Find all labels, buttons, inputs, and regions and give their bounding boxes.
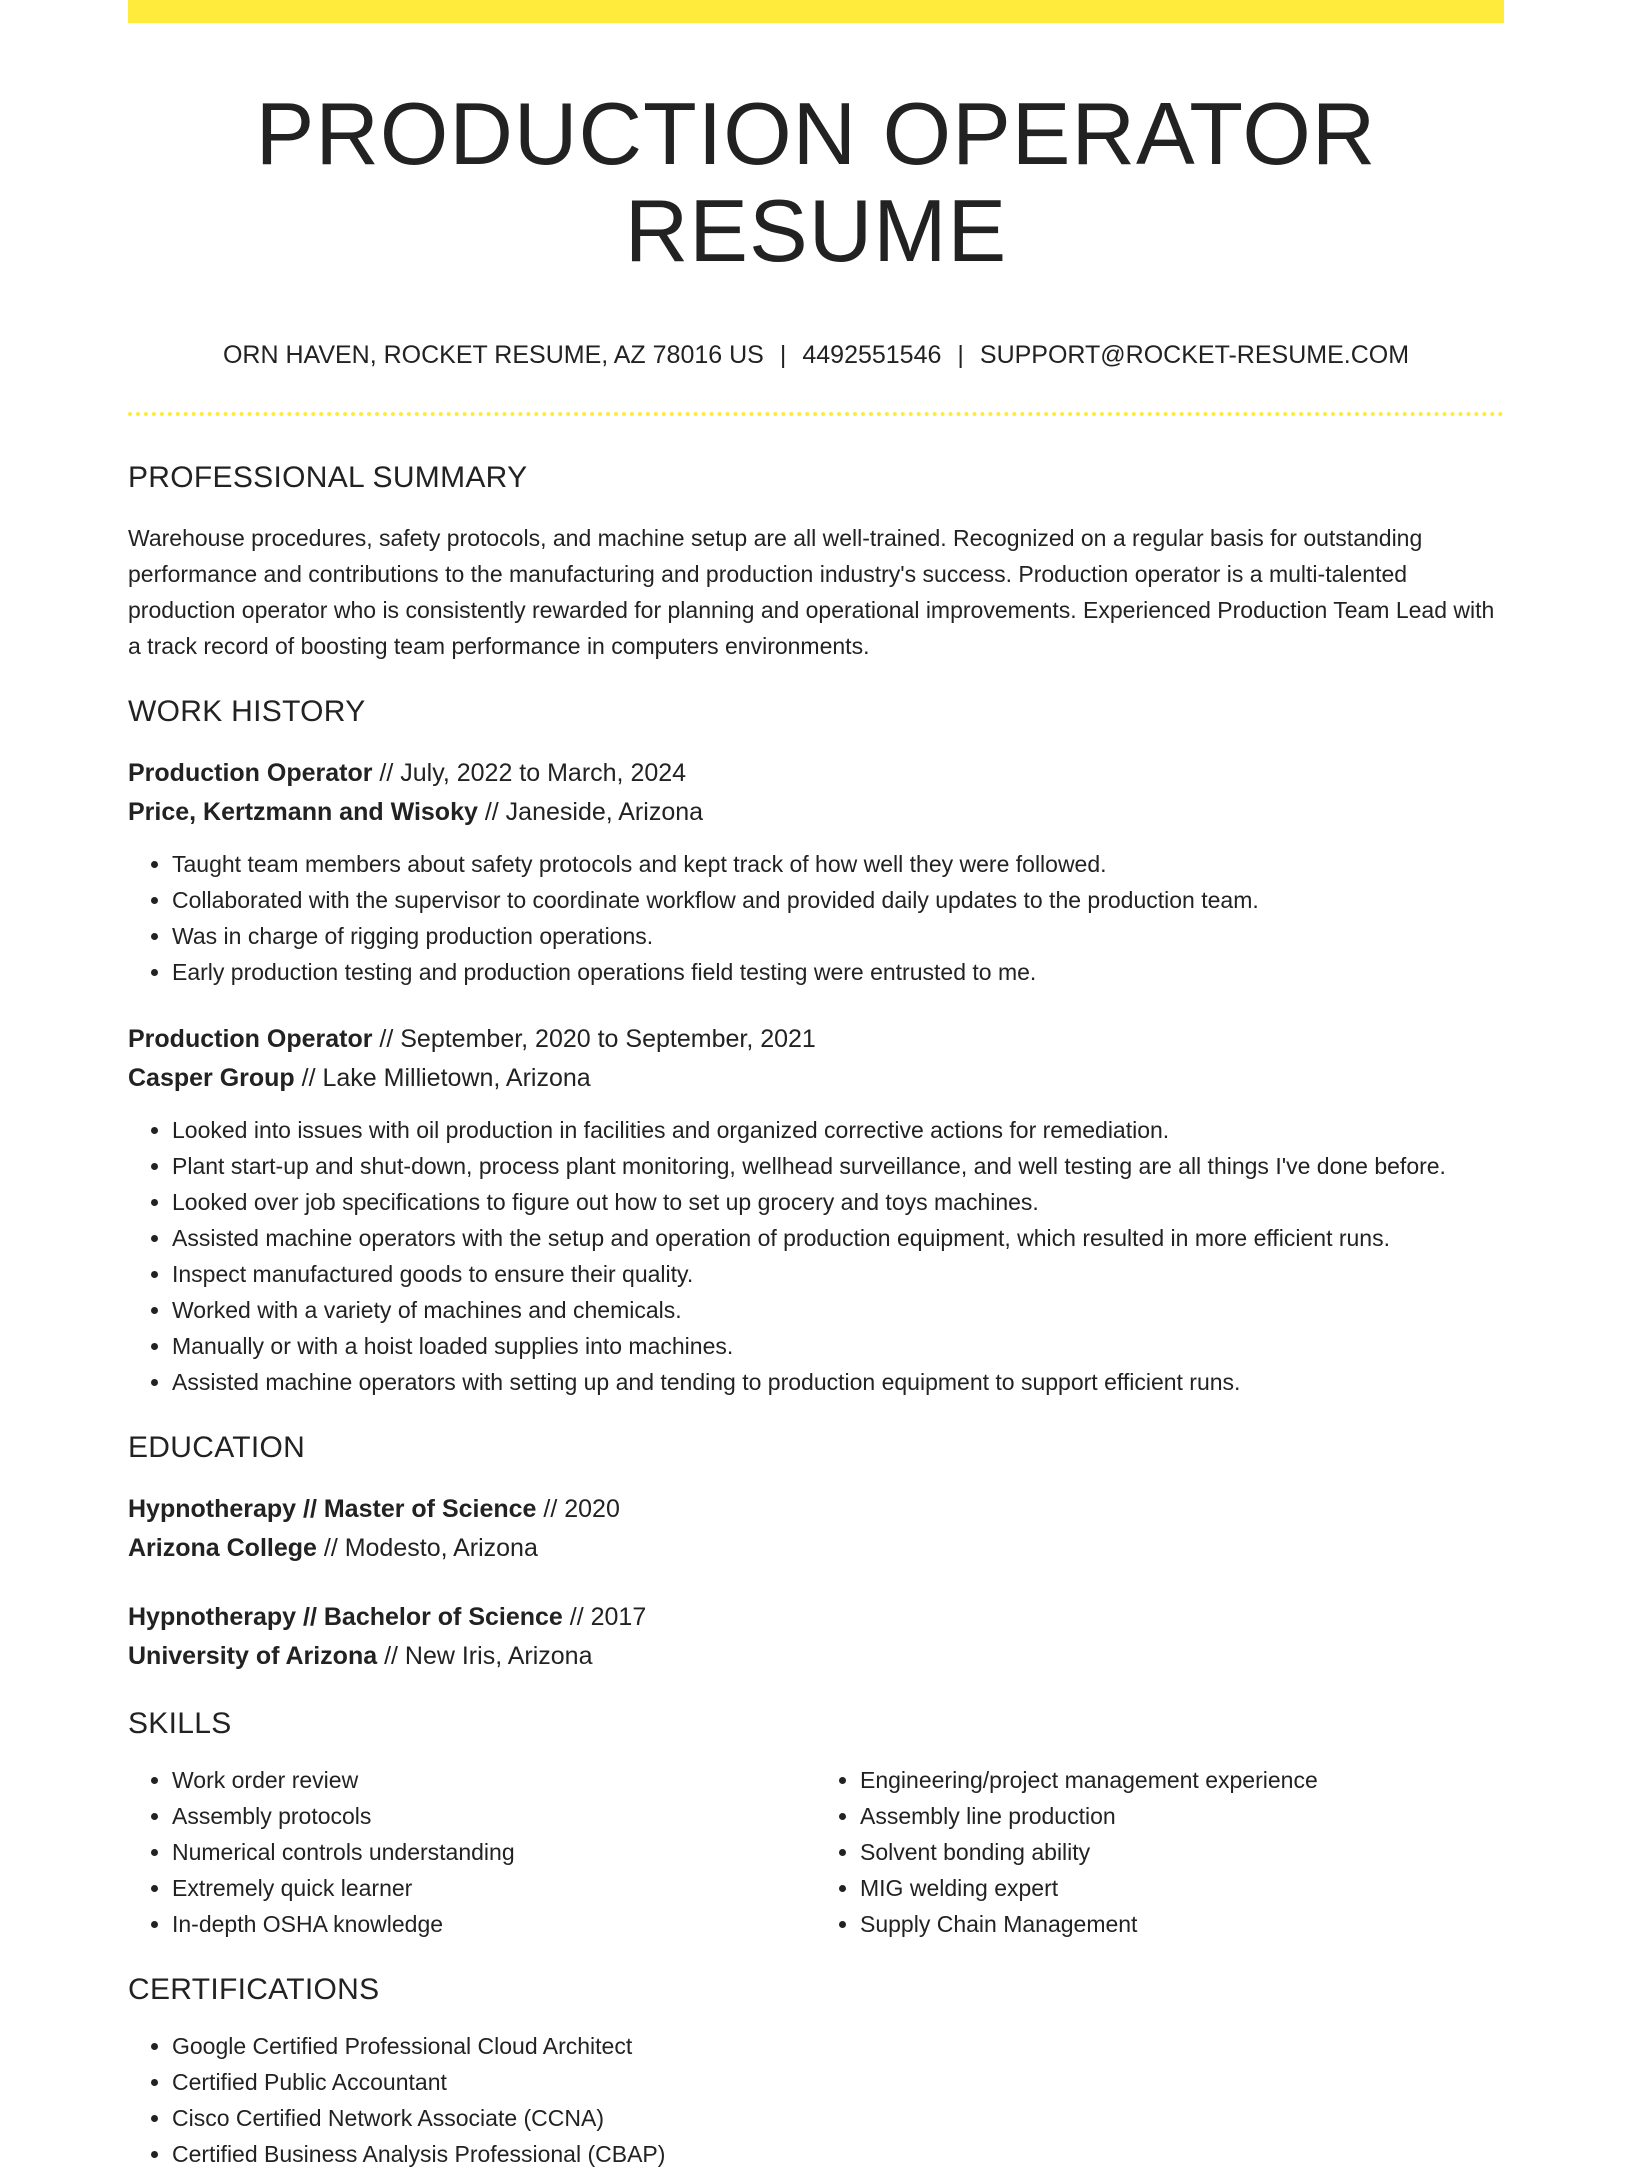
job-bullet: • Inspect manufactured goods to ensure their quality. (172, 1256, 1504, 1292)
job-company: Casper Group (128, 1063, 295, 1092)
skill-item: • Engineering/project management experience (860, 1762, 1504, 1798)
school: University of Arizona (128, 1641, 378, 1670)
job-location: // Janeside, Arizona (477, 797, 704, 826)
job-entry (128, 754, 1504, 990)
job-dates: // September, 2020 to September, 2021 (372, 1024, 816, 1053)
job-bullet: • Looked over job specifications to figure out how to set up grocery and toys machines. (172, 1184, 1504, 1220)
resume-page (128, 0, 1504, 2172)
work-history-heading: WORK HISTORY (128, 694, 366, 728)
skill-item: • In-depth OSHA knowledge (172, 1906, 816, 1942)
skills-section (128, 1706, 1504, 1942)
top-accent-bar (128, 0, 1504, 23)
job-bullet-list (128, 846, 1504, 990)
contact-line (128, 340, 1504, 370)
job-title-line (128, 1020, 1504, 1059)
degree-line (128, 1490, 1504, 1529)
skills-grid (128, 1762, 1504, 1942)
summary-section (128, 460, 1504, 664)
school-line (128, 1637, 1504, 1676)
job-company-line (128, 793, 1504, 832)
job-company-line (128, 1059, 1504, 1098)
skill-item: • Extremely quick learner (172, 1870, 816, 1906)
skill-item: • Supply Chain Management (860, 1906, 1504, 1942)
dotted-divider (128, 412, 1504, 416)
education-entry (128, 1490, 1504, 1568)
job-location: // Lake Millietown, Arizona (294, 1063, 591, 1092)
job-title-line (128, 754, 1504, 793)
job-bullet: • Taught team members about safety protocols and kept track of how well they were followed. (172, 846, 1504, 882)
certification-item: • Cisco Certified Network Associate (CCNA) (172, 2100, 1504, 2136)
contact-separator: | (779, 340, 787, 369)
education-entry (128, 1598, 1504, 1676)
skill-item: • MIG welding expert (860, 1870, 1504, 1906)
resume-title: PRODUCTION OPERATOR RESUME (255, 84, 1377, 280)
certifications-list (128, 2028, 1504, 2172)
certification-item: • Certified Business Analysis Professional (CBAP) (172, 2136, 1504, 2172)
degree-line (128, 1598, 1504, 1637)
job-bullet: • Looked into issues with oil production in facilities and organized corrective actions for remediation. (172, 1112, 1504, 1148)
skill-item: • Assembly line production (860, 1798, 1504, 1834)
job-dates: // July, 2022 to March, 2024 (372, 758, 687, 787)
degree: Hypnotherapy // Bachelor of Science (128, 1602, 563, 1631)
job-bullet: • Assisted machine operators with the setup and operation of production equipment, which resulted in more efficient runs. (172, 1220, 1504, 1256)
skill-item: • Work order review (172, 1762, 816, 1798)
school-line (128, 1529, 1504, 1568)
job-bullet: • Was in charge of rigging production operations. (172, 918, 1504, 954)
job-bullet: • Early production testing and production operations field testing were entrusted to me. (172, 954, 1504, 990)
job-title: Production Operator (128, 1024, 373, 1053)
certifications-section (128, 1972, 1504, 2172)
school-location: // New Iris, Arizona (377, 1641, 593, 1670)
education-section (128, 1430, 1504, 1676)
skill-item: • Assembly protocols (172, 1798, 816, 1834)
skills-heading: SKILLS (128, 1706, 232, 1740)
job-company: Price, Kertzmann and Wisoky (128, 797, 478, 826)
job-bullet: • Plant start-up and shut-down, process plant monitoring, wellhead surveillance, and well testing are all things I've done before. (172, 1148, 1504, 1184)
contact-email: SUPPORT@ROCKET-RESUME.COM (979, 340, 1410, 369)
job-bullet: • Worked with a variety of machines and chemicals. (172, 1292, 1504, 1328)
job-title: Production Operator (128, 758, 373, 787)
summary-text: Warehouse procedures, safety protocols, and machine setup are all well-trained. Recognized on a regular basis for outstanding performance and contributions to the manufacturing and production industry's success. Production operator is a multi-talented production operator who is consistently rewarded for planning and operational improvements. Experienced Production Team Lead with a track record of boosting team performance in computers environments. (128, 524, 1495, 659)
skills-list-left (128, 1762, 816, 1942)
certifications-heading: CERTIFICATIONS (128, 1972, 380, 2006)
contact-phone: 4492551546 (802, 340, 942, 369)
contact-separator: | (957, 340, 964, 369)
degree-year: // 2020 (536, 1494, 620, 1523)
school-location: // Modesto, Arizona (316, 1533, 538, 1562)
contact-address: ORN HAVEN, ROCKET RESUME, AZ 78016 US (222, 340, 764, 369)
certification-item: • Google Certified Professional Cloud Architect (172, 2028, 1504, 2064)
job-bullet: • Assisted machine operators with setting up and tending to production equipment to support efficient runs. (172, 1364, 1504, 1400)
job-bullet: • Collaborated with the supervisor to coordinate workflow and provided daily updates to the production team. (172, 882, 1504, 918)
skills-list-right (816, 1762, 1504, 1942)
degree: Hypnotherapy // Master of Science (128, 1494, 537, 1523)
summary-heading: PROFESSIONAL SUMMARY (128, 460, 528, 494)
degree-year: // 2017 (562, 1602, 647, 1631)
work-history-section (128, 694, 1504, 1400)
job-bullet-list (128, 1112, 1504, 1400)
education-heading: EDUCATION (128, 1430, 306, 1464)
certification-item: • Certified Public Accountant (172, 2064, 1504, 2100)
job-entry (128, 1020, 1504, 1400)
job-bullet: • Manually or with a hoist loaded supplies into machines. (172, 1328, 1504, 1364)
skill-item: • Solvent bonding ability (860, 1834, 1504, 1870)
skill-item: • Numerical controls understanding (172, 1834, 816, 1870)
school: Arizona College (128, 1533, 317, 1562)
